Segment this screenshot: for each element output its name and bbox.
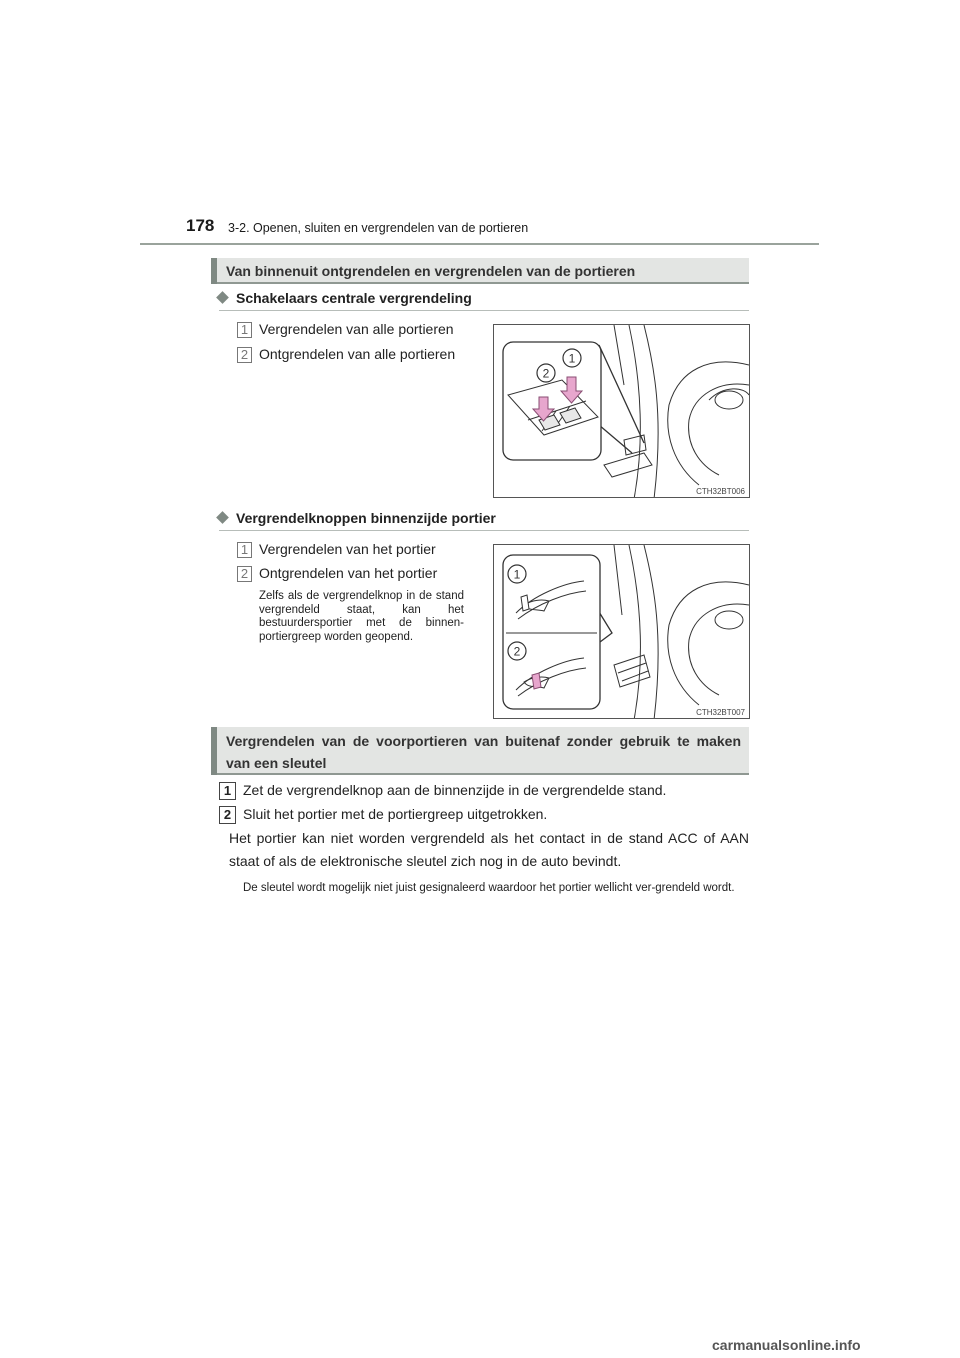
sub-heading-central-locking <box>218 290 472 306</box>
step-text: Zet de vergrendelknop aan de binnenzijde in de vergrendelde stand. <box>243 782 667 798</box>
item-number-badge: 1 <box>237 322 252 338</box>
callout-label: 2 <box>513 644 521 659</box>
section-heading-text: Vergrendelen van de voorportieren van buitenaf zonder gebruik te maken van een sleutel <box>226 733 741 771</box>
item-text: Ontgrendelen van het portier <box>259 565 438 581</box>
watermark: carmanualsonline.info <box>712 1337 861 1353</box>
note-text: De sleutel wordt mogelijk niet juist gesignaleerd waardoor het portier wellicht ver-grendeld wordt. <box>243 882 735 894</box>
callout-label: 2 <box>542 366 550 381</box>
header-divider <box>140 243 819 245</box>
body-paragraph: Het portier kan niet worden vergrendeld als het contact in de stand ACC of AAN staat of als de elektronische sleutel zich nog in de auto bevindt. <box>229 830 749 869</box>
sub-heading-text: Vergrendelknoppen binnenzijde portier <box>236 510 496 526</box>
step-number-badge: 2 <box>219 806 236 824</box>
note-text: Zelfs als de vergrendelknop in de stand vergrendeld staat, kan het bestuurdersportier met de binnen-portiergreep worden geopend. <box>259 590 464 643</box>
sub-heading-divider <box>219 310 749 311</box>
item-number-badge: 2 <box>237 347 252 363</box>
central-locking-switch-illustration <box>493 324 750 498</box>
item-text: Vergrendelen van het portier <box>259 541 436 557</box>
sub-heading-door-lock-knobs <box>218 510 496 526</box>
callout-label: 1 <box>513 567 521 582</box>
diamond-bullet-icon <box>216 511 229 524</box>
callout-label: 1 <box>568 351 576 366</box>
item-text: Ontgrendelen van alle portieren <box>259 346 456 362</box>
sub-heading-text: Schakelaars centrale vergrendeling <box>236 290 472 306</box>
figure-code: CTH32BT006 <box>696 487 745 496</box>
figure-code: CTH32BT007 <box>696 708 745 717</box>
item-number-badge: 2 <box>237 566 252 582</box>
chapter-title: 3-2. Openen, sluiten en vergrendelen van de portieren <box>228 221 529 235</box>
step-number-badge: 1 <box>219 782 236 800</box>
sub-heading-divider <box>219 530 749 531</box>
section-heading-text: Van binnenuit ontgrendelen en vergrendelen van de portieren <box>226 263 636 279</box>
lock-knob-drawing <box>494 545 750 719</box>
item-text: Vergrendelen van alle portieren <box>259 321 454 337</box>
diamond-bullet-icon <box>216 291 229 304</box>
page-number: 178 <box>186 216 215 235</box>
switch-drawing <box>494 325 750 498</box>
step-text: Sluit het portier met de portiergreep uitgetrokken. <box>243 806 548 822</box>
section-heading-inside-locking <box>211 258 749 284</box>
item-number-badge: 1 <box>237 542 252 558</box>
door-lock-knob-illustration <box>493 544 750 719</box>
section-heading-outside-locking <box>211 727 749 775</box>
